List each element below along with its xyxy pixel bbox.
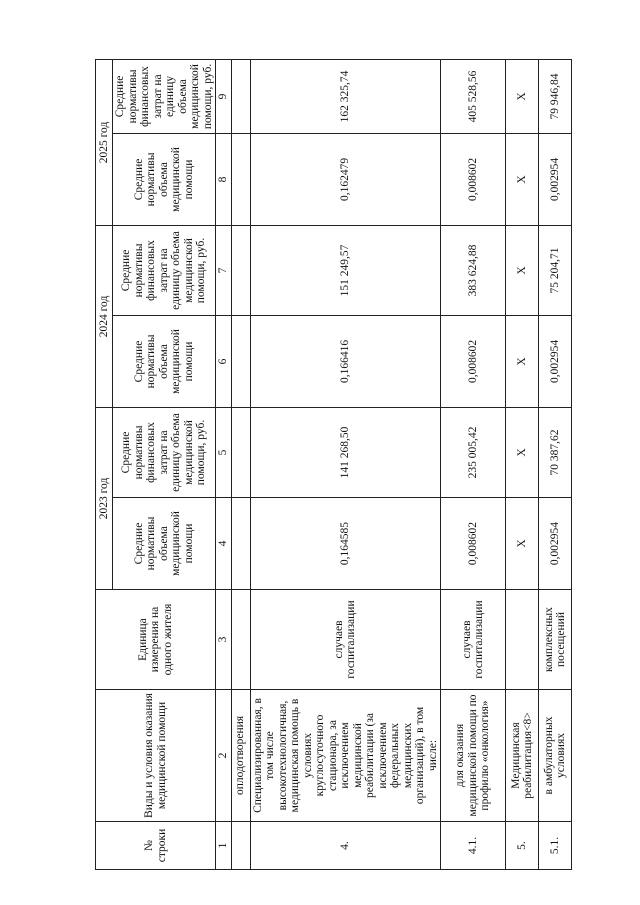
column-number: 4: [216, 498, 232, 590]
cell-volume-2025: Х: [506, 133, 539, 225]
cell-empty: [231, 59, 250, 133]
cell-cost-2023: 141 268,50: [250, 407, 441, 497]
cell-cost-2023: 235 005,42: [441, 407, 506, 497]
cell-cost-2024: 151 249,57: [250, 225, 441, 315]
cell-cost-2025: Х: [506, 59, 539, 133]
header-volume-2024: Средние нормативы объема медицинской помощи: [113, 315, 216, 407]
column-number: 2: [216, 690, 232, 822]
cell-kind: Специализированная, в том числе высокотехнологичная, медицинская помощь в условиях круглосуточного стационара, за исключением медицинской реабилитации (за исключением федеральных медицинских организаций), в том числе:: [250, 690, 441, 822]
cell-cost-2025: 405 528,56: [441, 59, 506, 133]
header-volume-2023: Средние нормативы объема медицинской помощи: [113, 498, 216, 590]
cell-volume-2024: 0,166416: [250, 315, 441, 407]
header-cost-2025: Средние нормативы финансовых затрат на единицу объема медицинской помощи, руб.: [113, 59, 216, 133]
header-volume-2025: Средние нормативы объема медицинской помощи: [113, 133, 216, 225]
cell-volume-2025: 0,008602: [441, 133, 506, 225]
cell-unit: случаев госпитализации: [441, 590, 506, 690]
cell-cost-2024: 75 204,71: [539, 225, 572, 315]
cell-cost-2025: 162 325,74: [250, 59, 441, 133]
cell-empty: [231, 590, 250, 690]
column-number: 6: [216, 315, 232, 407]
header-cost-2023: Средние нормативы финансовых затрат на единицу объема медицинской помощи, руб.: [113, 407, 216, 497]
cell-unit: [506, 590, 539, 690]
header-kind: Виды и условия оказания медицинской помощи: [96, 690, 216, 822]
cell-volume-2024: 0,002954: [539, 315, 572, 407]
column-number-row: [216, 59, 232, 869]
medical-care-norms-table: [95, 59, 572, 870]
cell-volume-2023: Х: [506, 498, 539, 590]
cell-kind: Медицинская реабилитация<8>: [506, 690, 539, 822]
header-row-years: [96, 59, 113, 869]
cell-empty: [231, 498, 250, 590]
column-number: 5: [216, 407, 232, 497]
header-year-2025: 2025 год: [96, 59, 113, 225]
cell-row-no: 4.1.: [441, 822, 506, 870]
cell-cost-2023: 70 387,62: [539, 407, 572, 497]
table-row: [506, 59, 539, 869]
header-unit: Единица измерения на одного жителя: [96, 590, 216, 690]
cell-volume-2024: 0,008602: [441, 315, 506, 407]
cell-cost-2024: Х: [506, 225, 539, 315]
column-number: 8: [216, 133, 232, 225]
cell-empty: [231, 133, 250, 225]
cell-unit: комплексных посещений: [539, 590, 572, 690]
cell-cost-2025: 79 946,84: [539, 59, 572, 133]
column-number: 3: [216, 590, 232, 690]
cell-unit: случаев госпитализации: [250, 590, 441, 690]
cell-cost-2024: 383 624,88: [441, 225, 506, 315]
cell-volume-2024: Х: [506, 315, 539, 407]
cell-row-no: 4.: [250, 822, 441, 870]
header-row-no: № строки: [96, 822, 216, 870]
cell-volume-2023: 0,008602: [441, 498, 506, 590]
cell-volume-2025: 0,162479: [250, 133, 441, 225]
rotated-table-page: [95, 60, 635, 870]
cell-volume-2025: 0,002954: [539, 133, 572, 225]
cell-empty: [231, 407, 250, 497]
cell-cost-2023: Х: [506, 407, 539, 497]
header-year-2024: 2024 год: [96, 225, 113, 407]
cell-volume-2023: 0,164585: [250, 498, 441, 590]
column-number: 7: [216, 225, 232, 315]
column-number: 9: [216, 59, 232, 133]
table-row: [539, 59, 572, 869]
cell-kind: в амбулаторных условиях: [539, 690, 572, 822]
cell-empty: [231, 315, 250, 407]
cell-empty: [231, 822, 250, 870]
cell-row-no: 5.1.: [539, 822, 572, 870]
column-number: 1: [216, 822, 232, 870]
cell-empty: [231, 225, 250, 315]
cell-volume-2023: 0,002954: [539, 498, 572, 590]
header-year-2023: 2023 год: [96, 407, 113, 589]
cell-kind-continuation: оплодотворения: [231, 690, 250, 822]
cell-kind: для оказания медицинской помощи по профилю «онкология»: [441, 690, 506, 822]
table-row: [441, 59, 506, 869]
table-row-continuation: [231, 59, 250, 869]
header-cost-2024: Средние нормативы финансовых затрат на единицу объема медицинской помощи, руб.: [113, 225, 216, 315]
cell-row-no: 5.: [506, 822, 539, 870]
table-row: [250, 59, 441, 869]
